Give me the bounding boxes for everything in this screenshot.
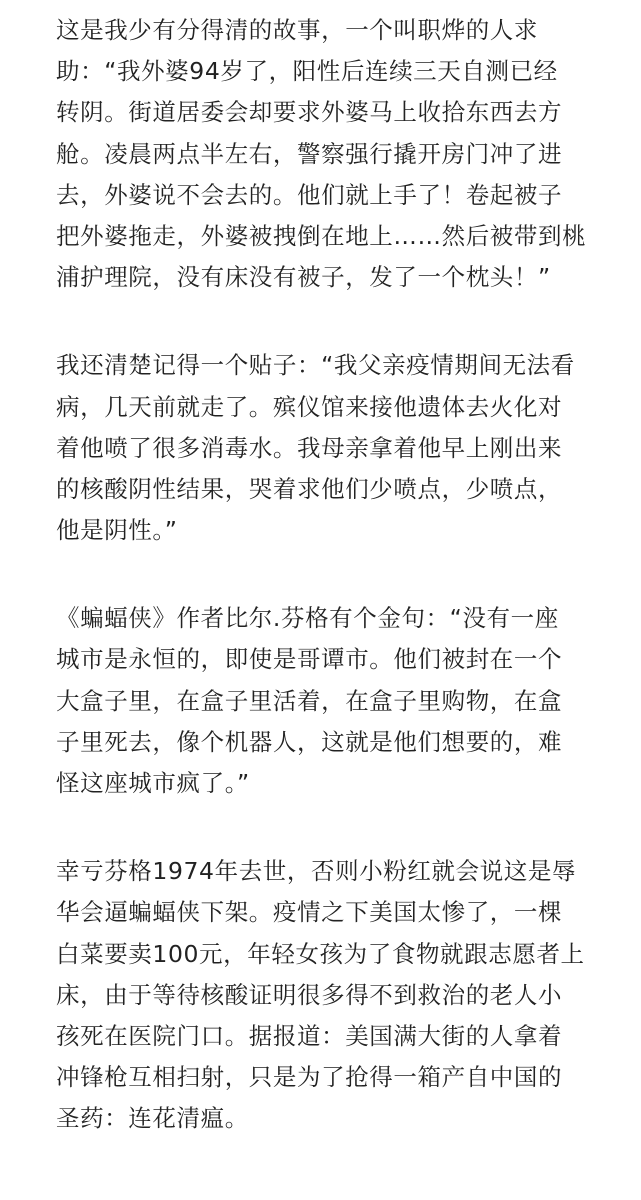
text-line: 白菜要卖100元，年轻女孩为了食物就跟志愿者上 <box>56 939 585 968</box>
text-line: 大盒子里，在盒子里活着，在盒子里购物，在盒 <box>56 686 563 715</box>
text-line: 圣药：连花清瘟。 <box>56 1104 249 1133</box>
text-line: 舱。凌晨两点半左右，警察强行撬开房门冲了进 <box>56 139 563 168</box>
text-line: 我还清楚记得一个贴子：“我父亲疫情期间无法看 <box>56 351 575 380</box>
text-line: 子里死去，像个机器人，这就是他们想要的，难 <box>56 727 563 756</box>
paragraph-spacer <box>56 804 586 851</box>
paragraph-1 <box>56 0 586 298</box>
text-line: 去，外婆说不会去的。他们就上手了！卷起被子 <box>56 180 563 209</box>
text-line: 把外婆拖走，外婆被拽倒在地上……然后被带到桃 <box>56 221 587 250</box>
paragraph-spacer <box>56 551 586 598</box>
text-line: 华会逼蝙蝠侠下架。疫情之下美国太惨了，一棵 <box>56 898 563 927</box>
paragraph-spacer <box>56 298 586 345</box>
text-line: 他是阴性。” <box>56 516 178 545</box>
text-line: 孩死在医院门口。据报道：美国满大街的人拿着 <box>56 1021 563 1050</box>
text-line: 床，由于等待核酸证明很多得不到救治的老人小 <box>56 980 563 1009</box>
text-line: 这是我少有分得清的故事，一个叫职烨的人求 <box>56 16 538 44</box>
article-body <box>56 0 586 1140</box>
text-line: 怪这座城市疯了。” <box>56 769 250 797</box>
text-line: 幸亏芬格1974年去世，否则小粉红就会说这是辱 <box>56 857 577 886</box>
text-line: 《蝙蝠侠》作者比尔.芬格有个金句：“没有一座 <box>56 604 559 633</box>
text-line: 浦护理院，没有床没有被子，发了一个枕头！” <box>56 263 551 292</box>
text-line: 转阴。街道居委会却要求外婆马上收拾东西去方 <box>56 98 563 127</box>
paragraph-4 <box>56 851 586 1139</box>
text-line: 病，几天前就走了。殡仪馆来接他遗体去火化对 <box>56 392 563 421</box>
text-line: 着他喷了很多消毒水。我母亲拿着他早上刚出来 <box>56 433 563 462</box>
paragraph-2 <box>56 345 586 551</box>
text-line: 助：“我外婆94岁了，阳性后连续三天自测已经 <box>56 57 558 86</box>
text-line: 城市是永恒的，即使是哥谭市。他们被封在一个 <box>56 645 563 674</box>
text-line: 的核酸阴性结果，哭着求他们少喷点，少喷点， <box>56 474 563 503</box>
paragraph-3 <box>56 598 586 804</box>
text-line: 冲锋枪互相扫射，只是为了抢得一箱产自中国的 <box>56 1063 563 1092</box>
